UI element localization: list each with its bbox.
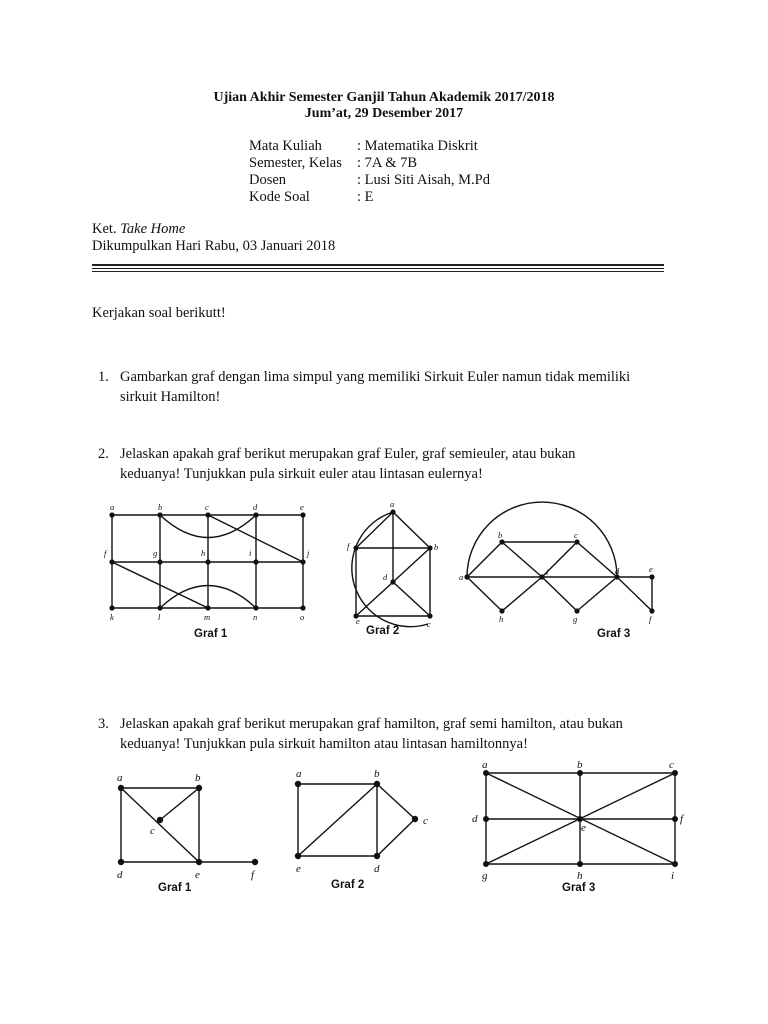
question-text: sirkuit Hamilton!	[120, 389, 221, 405]
q2-graf3-caption: Graf 3	[597, 628, 631, 640]
vertex-label: f	[680, 813, 684, 825]
question-text: keduanya! Tunjukkan pula sirkuit euler atau lintasan eulernya!	[120, 466, 483, 482]
vertex-label: c	[574, 530, 578, 540]
vertex-label: e	[296, 863, 301, 875]
ket-value: Take Home	[120, 221, 186, 237]
info-value: : Matematika Diskrit	[357, 138, 478, 154]
vertex-label: g	[573, 614, 578, 624]
vertex-label: d	[117, 869, 123, 881]
vertex-label: c	[205, 502, 209, 512]
vertex-label: f	[251, 869, 255, 881]
vertex-label: c	[427, 619, 431, 629]
vertex-label: h	[201, 548, 206, 558]
vertex-label: a	[482, 759, 488, 771]
question-number: 2.	[98, 446, 109, 462]
vertex-label: a	[296, 768, 302, 780]
question-text: Gambarkan graf dengan lima simpul yang memiliki Sirkuit Euler namun tidak memiliki	[120, 369, 631, 385]
instruction-text: Kerjakan soal berikutt!	[92, 305, 226, 321]
vertex-label: c	[150, 825, 155, 837]
vertex-label: d	[472, 813, 478, 825]
vertex-label: b	[498, 530, 503, 540]
vertex-label: g	[482, 870, 488, 882]
q2-graf2-caption: Graf 2	[366, 625, 400, 637]
q3-graf2-caption: Graf 2	[331, 879, 365, 891]
exam-title: Ujian Akhir Semester Ganjil Tahun Akademik 2017/2018	[213, 90, 555, 105]
info-label: Mata Kuliah	[249, 138, 322, 154]
vertex-label: a	[117, 772, 123, 784]
vertex-label: i	[249, 548, 252, 558]
vertex-label: n	[253, 612, 258, 622]
info-value: : 7A & 7B	[357, 155, 418, 171]
vertex-label: b	[195, 772, 201, 784]
vertex-label: e	[581, 822, 586, 834]
question-number: 3.	[98, 716, 109, 732]
deadline-text: Dikumpulkan Hari Rabu, 03 Januari 2018	[92, 238, 336, 254]
vertex-label: b	[577, 759, 583, 771]
vertex-label: b	[158, 502, 163, 512]
vertex-label: c	[423, 815, 428, 827]
vertex-label: f	[104, 548, 107, 558]
question-text: Jelaskan apakah graf berikut merupakan graf Euler, graf semieuler, atau bukan	[120, 446, 576, 462]
vertex-label: g	[153, 548, 158, 558]
vertex-label: d	[383, 572, 388, 582]
vertex-label: a	[459, 572, 464, 582]
q3-graf3-caption: Graf 3	[562, 882, 596, 894]
exam-date: Jum’at, 29 Desember 2017	[304, 106, 464, 121]
vertex-label: e	[300, 502, 304, 512]
vertex-label: a	[390, 499, 395, 509]
ket-prefix: Ket.	[92, 221, 117, 237]
vertex-label: o	[300, 612, 305, 622]
vertex-label: d	[374, 863, 380, 875]
vertex-label: i	[671, 870, 675, 882]
vertex-label: m	[204, 612, 211, 622]
vertex-label: e	[649, 564, 653, 574]
vertex-label: f	[347, 541, 350, 551]
info-label: Dosen	[249, 172, 287, 188]
info-value: : Lusi Siti Aisah, M.Pd	[357, 172, 490, 188]
vertex-label: e	[356, 616, 360, 626]
vertex-label: e	[195, 869, 200, 881]
q3-graf1-caption: Graf 1	[158, 882, 192, 894]
vertex-label: h	[499, 614, 504, 624]
vertex-label: d	[615, 566, 620, 576]
vertex-label: k	[110, 612, 114, 622]
info-label: Kode Soal	[249, 189, 310, 205]
vertex-label: l	[158, 612, 161, 622]
question-text: keduanya! Tunjukkan pula sirkuit hamilton atau lintasan hamiltonnya!	[120, 736, 528, 752]
vertex-label: c	[669, 759, 674, 771]
info-label: Semester, Kelas	[249, 155, 342, 171]
vertex-label: b	[374, 768, 380, 780]
vertex-label: a	[110, 502, 115, 512]
vertex-label: b	[434, 542, 439, 552]
vertex-label: f	[649, 614, 652, 624]
vertex-label: d	[253, 502, 258, 512]
vertex-label: h	[577, 870, 583, 882]
question-text: Jelaskan apakah graf berikut merupakan graf hamilton, graf semi hamilton, atau bukan	[120, 716, 623, 732]
q2-graf1-caption: Graf 1	[194, 628, 228, 640]
vertex-label: j	[307, 548, 310, 558]
question-number: 1.	[98, 369, 109, 385]
info-value: : E	[357, 189, 374, 205]
vertex-label: i	[546, 567, 549, 577]
